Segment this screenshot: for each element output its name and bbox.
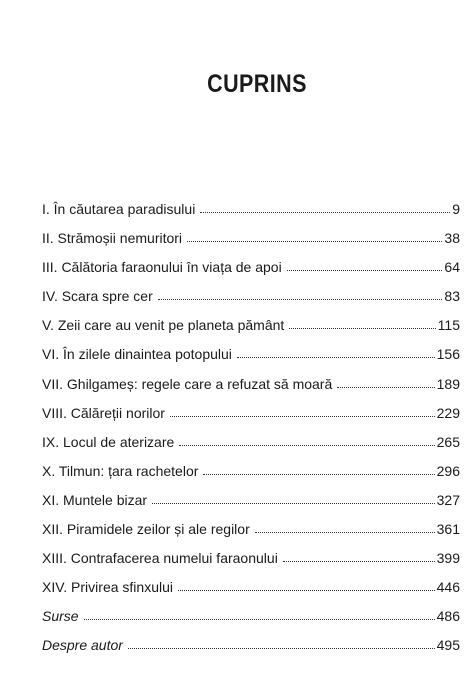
dot-leader bbox=[255, 520, 435, 534]
toc-entry-title: XII. Piramidele zeilor și ale regilor bbox=[42, 521, 250, 538]
dot-leader bbox=[237, 345, 435, 359]
toc-entry-page-number: 229 bbox=[436, 404, 460, 421]
dot-leader bbox=[128, 636, 435, 650]
toc-entry-page-number: 399 bbox=[436, 550, 460, 567]
toc-entry-page-number: 296 bbox=[436, 462, 460, 479]
toc-entry bbox=[42, 195, 460, 224]
toc-entry bbox=[42, 253, 460, 282]
toc-entry-page-number: 495 bbox=[436, 637, 460, 654]
table-of-contents bbox=[42, 195, 460, 661]
toc-entry-title: I. În căutarea paradisului bbox=[42, 201, 196, 217]
toc-entry bbox=[42, 515, 460, 544]
dot-leader bbox=[179, 433, 434, 447]
dot-leader bbox=[187, 229, 442, 243]
toc-entry-title: Despre autor bbox=[42, 637, 123, 654]
toc-entry-page-number: 486 bbox=[436, 608, 460, 625]
toc-entry-title: XI. Muntele bizar bbox=[42, 491, 148, 508]
toc-entry-page-number: 156 bbox=[436, 346, 460, 363]
toc-entry-title: II. Strămoșii nemuritori bbox=[42, 230, 183, 247]
toc-entry-title: X. Tilmun: țara rachetelor bbox=[42, 462, 199, 479]
toc-entry-title: VI. În zilele dinaintea potopului bbox=[42, 346, 232, 363]
toc-entry bbox=[42, 544, 460, 573]
toc-entry bbox=[42, 311, 460, 340]
toc-entry bbox=[42, 370, 460, 399]
toc-entry-page-number: 83 bbox=[444, 288, 460, 305]
dot-leader bbox=[337, 375, 434, 389]
dot-leader bbox=[289, 316, 435, 330]
toc-entry-page-number: 64 bbox=[444, 259, 460, 276]
dot-leader bbox=[152, 491, 435, 505]
toc-entry-title: VII. Ghilgameș: regele care a refuzat să moară bbox=[42, 375, 333, 392]
toc-entry-page-number: 361 bbox=[436, 521, 460, 538]
toc-entry-page-number: 189 bbox=[436, 375, 460, 392]
toc-entry-page-number: 115 bbox=[437, 317, 460, 334]
toc-entry-page-number: 38 bbox=[444, 230, 460, 247]
toc-entry bbox=[42, 428, 460, 457]
toc-entry-title: Surse bbox=[42, 608, 79, 625]
toc-entry-title: V. Zeii care au venit pe planeta pământ bbox=[42, 317, 285, 334]
dot-leader bbox=[170, 404, 435, 418]
dot-leader bbox=[84, 607, 435, 621]
toc-entry-title: XIII. Contrafacerea numelui faraonului bbox=[42, 550, 278, 567]
toc-entry-title: IV. Scara spre cer bbox=[42, 288, 153, 305]
dot-leader bbox=[200, 200, 450, 214]
dot-leader bbox=[178, 578, 435, 592]
toc-entry bbox=[42, 573, 460, 602]
dot-leader bbox=[283, 549, 435, 563]
toc-entry bbox=[42, 399, 460, 428]
toc-entry-title: III. Călătoria faraonului în viața de apoi bbox=[42, 259, 282, 276]
toc-entry-title: IX. Locul de aterizare bbox=[42, 433, 175, 450]
toc-entry-page-number: 446 bbox=[436, 579, 460, 596]
page-title: CUPRINS bbox=[207, 70, 307, 98]
dot-leader bbox=[203, 462, 434, 476]
toc-entry-page-number: 327 bbox=[436, 491, 460, 508]
toc-entry bbox=[42, 631, 460, 660]
toc-entry-title: VIII. Călăreții norilor bbox=[42, 404, 165, 421]
toc-entry-page-number: 9 bbox=[452, 201, 460, 217]
toc-entry bbox=[42, 486, 460, 515]
toc-entry bbox=[42, 340, 460, 369]
dot-leader bbox=[158, 287, 443, 301]
toc-entry-page-number: 265 bbox=[436, 433, 460, 450]
toc-entry bbox=[42, 282, 460, 311]
toc-entry bbox=[42, 457, 460, 486]
toc-entry bbox=[42, 602, 460, 631]
toc-entry-title: XIV. Privirea sfinxului bbox=[42, 579, 173, 596]
dot-leader bbox=[287, 258, 443, 272]
toc-entry bbox=[42, 224, 460, 253]
